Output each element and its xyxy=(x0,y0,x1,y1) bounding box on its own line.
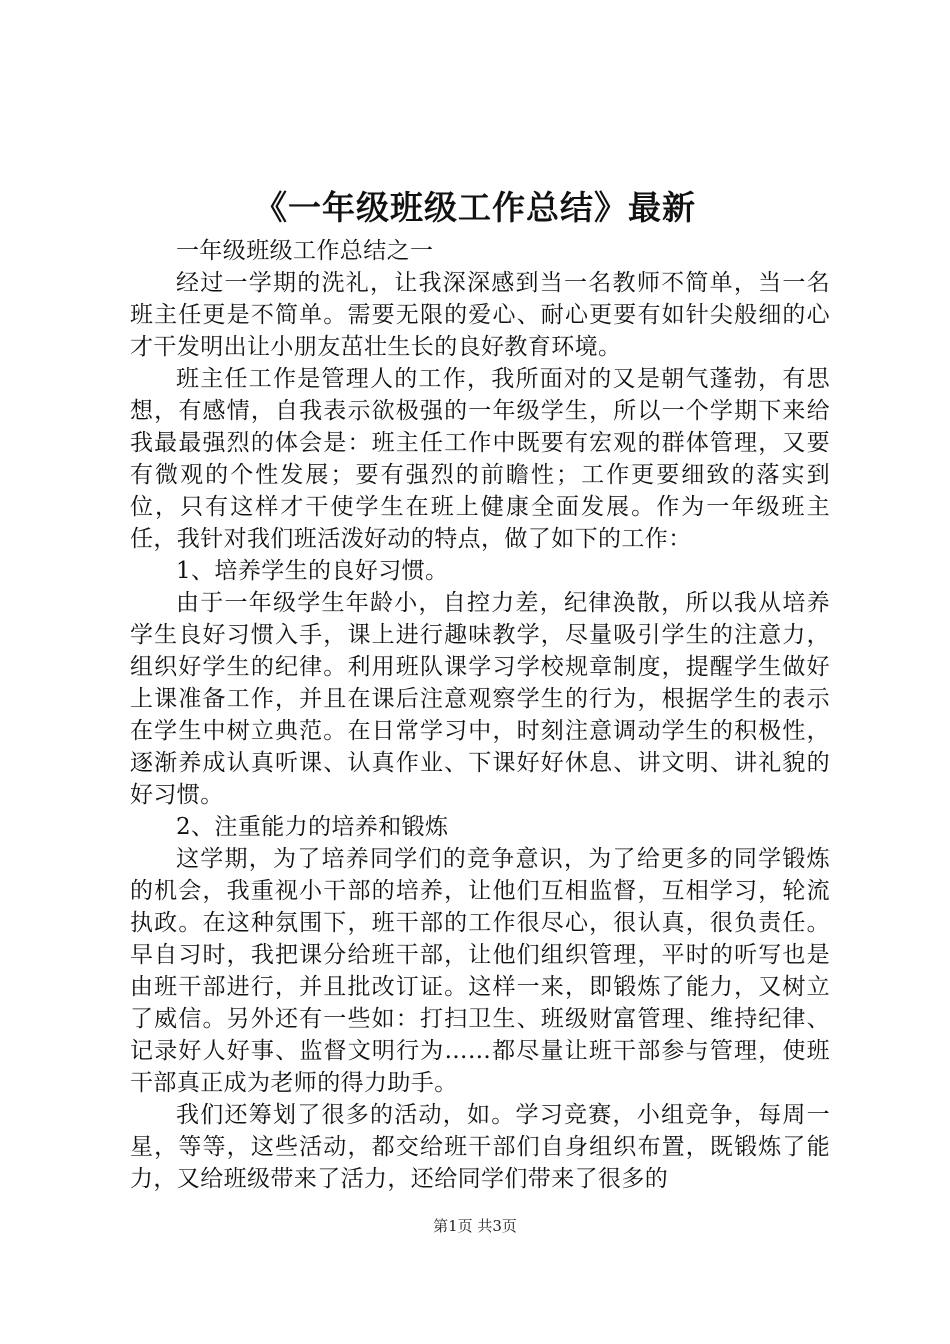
section-heading: 一年级班级工作总结之一 xyxy=(176,238,434,264)
document-title: 《一年级班级工作总结》最新 xyxy=(254,188,696,227)
paragraph: 我们还筹划了很多的活动，如。学习竞赛，小组竞争，每周一星，等等，这些活动，都交给班干部们自身组织布置，既锻炼了能力，又给班级带来了活力，还给同学们带来了很多的 xyxy=(130,1102,830,1192)
document-body xyxy=(130,235,830,1195)
subsection-heading: 1、培养学生的良好习惯。 xyxy=(176,558,449,584)
paragraph: 班主任工作是管理人的工作，我所面对的又是朝气蓬勃，有思想，有感情，自我表示欲极强的一年级学生，所以一个学期下来给我最最强烈的体会是：班主任工作中既要有宏观的群体管理，又要有微观的个性发展；要有强烈的前瞻性；工作更要细致的落实到位，只有这样才干使学生在班上健康全面发展。作为一年级班主任，我针对我们班活泼好动的特点，做了如下的工作： xyxy=(130,366,830,552)
paragraph: 由于一年级学生年龄小，自控力差，纪律涣散，所以我从培养学生良好习惯入手，课上进行趣味教学，尽量吸引学生的注意力，组织好学生的纪律。利用班队课学习学校规章制度，提醒学生做好上课准备工作，并且在课后注意观察学生的行为，根据学生的表示在学生中树立典范。在日常学习中，时刻注意调动学生的积极性，逐渐养成认真听课、认真作业、下课好好休息、讲文明、讲礼貌的好习惯。 xyxy=(130,590,830,808)
subsection-heading: 2、注重能力的培养和锻炼 xyxy=(176,814,449,840)
paragraph: 这学期，为了培养同学们的竞争意识，为了给更多的同学锻炼的机会，我重视小干部的培养，让他们互相监督，互相学习，轮流执政。在这种氛围下，班干部的工作很尽心，很认真，很负责任。早自习时，我把课分给班干部，让他们组织管理，平时的听写也是由班干部进行，并且批改订证。这样一来，即锻炼了能力，又树立了威信。另外还有一些如：打扫卫生、班级财富管理、维持纪律、记录好人好事、监督文明行为……都尽量让班干部参与管理，使班干部真正成为老师的得力助手。 xyxy=(130,846,830,1096)
page-number-footer: 第1页 共3页 xyxy=(433,1217,517,1235)
paragraph: 经过一学期的洗礼，让我深深感到当一名教师不简单，当一名班主任更是不简单。需要无限的爱心、耐心更要有如针尖般细的心才干发明出让小朋友茁壮生长的良好教育环境。 xyxy=(130,270,830,360)
